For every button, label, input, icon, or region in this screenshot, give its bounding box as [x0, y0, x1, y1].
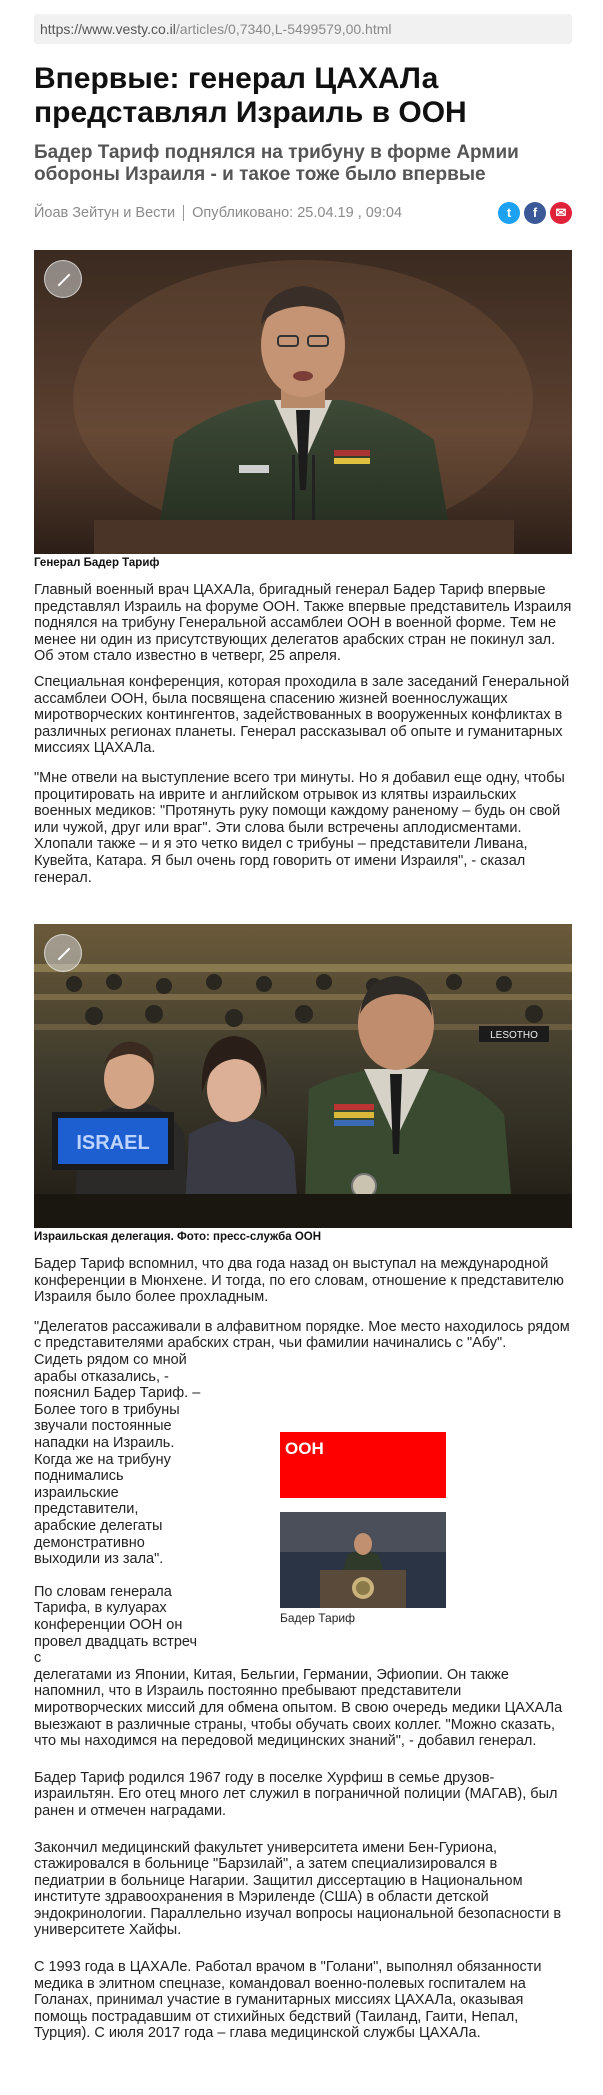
related-block [280, 1432, 446, 1625]
related-image [280, 1512, 446, 1608]
paragraph-2: Специальная конференция, которая проходила в зале заседаний Генеральной ассамблеи ООН, была посвящена спасению жизней военнослужащих миротворческих контингентов, задействованных в вооруженных конфликтах в различных регионах планеты. Генерал рассказывал об опыте и гуманитарных миссиях ЦАХАЛа. [34, 673, 570, 757]
paragraph-3: "Мне отвели на выступление всего три минуты. Но я добавил еще одну, чтобы процитировать на иврите и английском отрывок из клятвы израильских военных медиков: "Протянуть руку помощи каждому раненому – будь он свой или чужой, друг или враг". Эти слова были встречены аплодисментами. Хлопали также – и я это четко видел с трибуны – представители Ливана, Кувейта, Катара. Я был очень горд говорить от имени Израиля", - сказал генерал. [34, 769, 565, 886]
address-bar[interactable] [34, 14, 572, 44]
related-un-banner[interactable] [280, 1432, 446, 1498]
general-speech-photo[interactable] [34, 250, 572, 554]
paragraph-6: Сидеть рядом со мной арабы отказались, - пояснил Бадер Тариф. – Более того в трибуны звучали постоянные нападки на Израиль. Когда же на трибуну поднимались израильские представители, арабские делегаты демонстративно выходили из зала". [34, 1352, 201, 1568]
url-path: /articles/0,7340,L-5499579,00.html [175, 21, 392, 37]
expand-icon[interactable] [44, 260, 82, 298]
related-un-label: ООН [285, 1439, 324, 1458]
article-subtitle: Бадер Тариф поднялся на трибуну в форме Армии обороны Израиля - и такое тоже было впервые [34, 142, 519, 185]
delegation-photo[interactable] [34, 924, 572, 1228]
israel-sign-text: ISRAEL [76, 1132, 150, 1155]
related-photo[interactable] [280, 1512, 446, 1608]
lesotho-sign-text: LESOTHO [490, 1030, 538, 1042]
facebook-share-icon[interactable]: f [524, 202, 546, 224]
author: Йоав Зейтун и Вести [34, 205, 176, 221]
paragraph-4: Бадер Тариф вспомнил, что два года назад он выступал на международной конференции в Мюнхене. И тогда, по его словам, отношение к представителю Израиля было более прохладным. [34, 1256, 564, 1306]
share-buttons [498, 202, 572, 224]
paragraph-10: С 1993 года в ЦАХАЛе. Работал врачом в "Голани", выполнял обязанности медика в элитном спецназе, командовал военно-полевых госпиталем на Голанах, принимал участие в гуманитарных миссиях ЦАХАЛа, оказывая помощь пострадавшим от стихийных бедствий (Таиланд, Гаити, Непал, Турция). С июля 2017 года – глава медицинской службы ЦАХАЛа. [34, 1959, 542, 2042]
article [34, 62, 572, 2042]
expand-icon[interactable] [44, 934, 82, 972]
photo-caption: Израильская делегация. Фото: пресс-служба ООН [34, 1231, 322, 1244]
paragraph-9: Закончил медицинский факультет университета имени Бен-Гуриона, стажировался в больнице "Барзилай", а затем специализировался в педиатрии в больнице Нагарии. Защитил диссертацию в Национальном институте здравоохранения в Мэриленде (США) в области детской эндокринологии. Параллельно изучал вопросы национальной безопасности в университете Хайфы. [34, 1839, 562, 1939]
byline-divider [183, 205, 184, 221]
twitter-share-icon[interactable]: t [498, 202, 520, 224]
publish-date: Опубликовано: 25.04.19 , 09:04 [192, 205, 403, 221]
photo-caption: Генерал Бадер Тариф [34, 557, 160, 569]
paragraph-7-end: делегатами из Японии, Китая, Бельгии, Германии, Эфиопии. Он также напомнил, что в Израиль постоянно пребывают представители миротворческих миссий для обмена опытом. В свою очередь медики ЦАХАЛа выезжают в различные страны, чтобы обучать своих коллег. "Можно сказать, что мы находимся на передовой медицинских знаний", - добавил генерал. [34, 1666, 563, 1750]
general-speech-image [34, 250, 572, 554]
paragraph-5: "Делегатов рассаживали в алфавитном порядке. Мое место находилось рядом с представителями арабских стран, чьи фамилии начинались с "Абу". [34, 1318, 570, 1352]
paragraph-7-start: По словам генерала Тарифа, в кулуарах конференции ООН он провел двадцать встреч с [34, 1583, 198, 1667]
article-title: Впервые: генерал ЦАХАЛа представлял Израиль в ООН [34, 62, 467, 129]
related-caption: Бадер Тариф [280, 1611, 355, 1625]
url-domain: https://www.vesty.co.il [40, 21, 176, 37]
delegation-image [34, 924, 572, 1228]
byline [34, 196, 572, 230]
mail-share-icon[interactable]: ✉ [550, 202, 572, 224]
paragraph-8: Бадер Тариф родился 1967 году в поселке Хурфиш в семье друзов-израильтян. Его отец много лет служил в пограничной полиции (МАГАВ), был ранен и отмечен наградами. [34, 1769, 558, 1819]
paragraph-1: Главный военный врач ЦАХАЛа, бригадный генерал Бадер Тариф впервые представлял Израиль на форуме ООН. Также впервые представитель Израиля поднялся на трибуну Генеральной ассамблеи ООН в военной форме. Тем не менее ни один из присутствующих делегатов арабских стран не покинул зал. Об этом стало известно в четверг, 25 апреля. [34, 582, 572, 665]
